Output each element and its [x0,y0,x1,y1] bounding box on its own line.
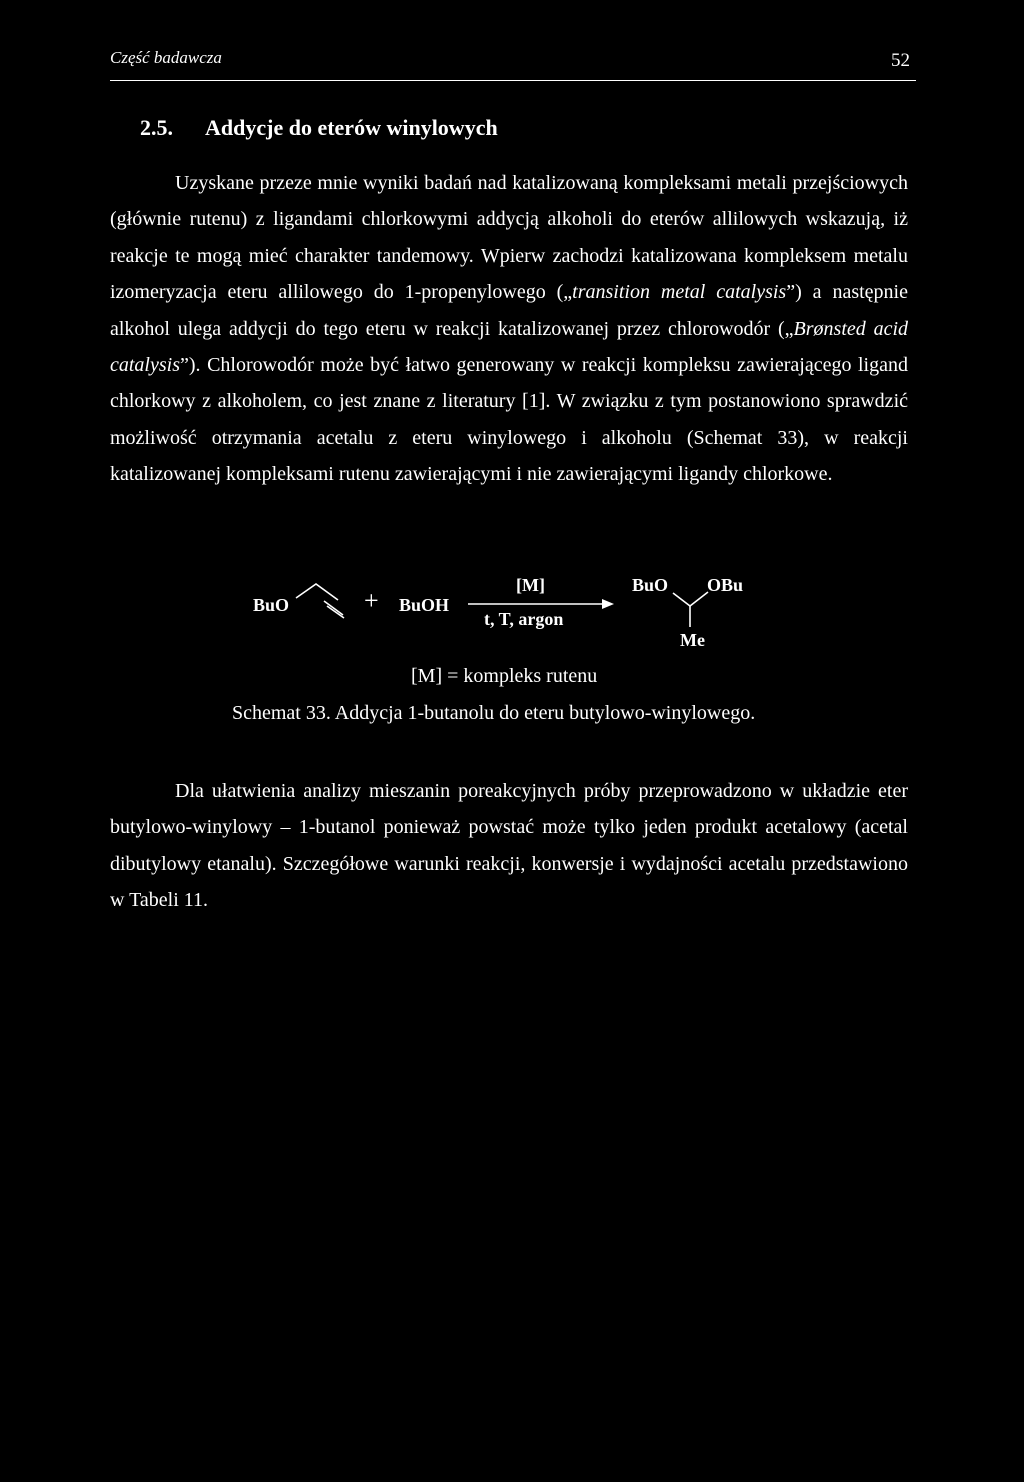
term-transition-metal-catalysis: transition metal catalysis [572,281,787,304]
product-me: Me [680,630,705,650]
running-title: Część badawcza [110,48,222,67]
catalyst-label: [M] [516,575,545,595]
section-number: 2.5. [140,115,173,140]
scheme-caption: Schemat 33. Addycja 1-butanolu do eteru butylowo-winylowego. [232,702,756,724]
paragraph-intro-text-3: ”). Chlorowodór może być łatwo generowany w reakcji kompleksu zawierającego ligand chlorkowy z alkoholem, co jest znane z literatury [1]. W związku z tym postanowiono sprawdzić możliwość otrzymania acetalu z eteru winylowego i alkoholu (Schemat 33), w reakcji katalizowanej kompleksami rutenu zawierającymi i nie zawierającymi ligandy chlorkowe. [110,354,908,486]
product-bond-right [690,592,708,606]
product-buo: BuO [632,575,669,595]
page-header [110,48,916,80]
reactant-butyl-vinyl-ether: BuO [253,595,290,615]
header-rule [110,80,916,81]
reactant-butanol: BuOH [399,595,450,615]
scheme-definition: [M] = kompleks rutenu [411,665,598,687]
plus-sign: + [364,586,379,615]
term-bronsted-acid-catalysis: Brønsted acid catalysis [110,317,909,377]
paragraph-intro-text-2: ”) a następnie alkohol ulega addycji do tego eteru w reakcji katalizowanej przez chlorowodór („ [110,281,908,340]
paragraph-intro-text-1: Uzyskane przeze mnie wyniki badań nad katalizowaną kompleksami metali przejściowych (głównie rutenu) z ligandami chlorkowymi addycją alkoholi do eterów allilowych wskazują, iż reakcje te mogą mieć charakter tandemowy. Wpierw zachodzi katalizowana kompleksem metalu izomeryzacja eteru allilowego do 1-propenylowego („ [110,172,908,304]
conditions-label: t, T, argon [484,609,564,629]
vinyl-chain-bond [296,584,338,600]
paragraph-experiment: Dla ułatwienia analizy mieszanin poreakcyjnych próby przeprowadzono w układzie eter butylowo-winylowy – 1-butanol ponieważ powstać może tylko jeden produkt acetalowy (acetal dibutylowy etanalu). Szczegółowe warunki reakcji, konwersje i wydajności acetalu przedstawiono w Tabeli 11. [110,780,908,912]
paragraph-intro [110,165,908,493]
vinyl-double-bond [324,601,343,615]
product-obu: OBu [707,575,744,595]
section-heading [140,115,498,141]
page-number: 52 [891,50,910,71]
vinyl-double-bond-inner [327,606,344,618]
reaction-arrow-head [602,599,614,609]
product-bond-left [673,593,690,606]
section-title: Addycje do eterów winylowych [205,115,498,140]
